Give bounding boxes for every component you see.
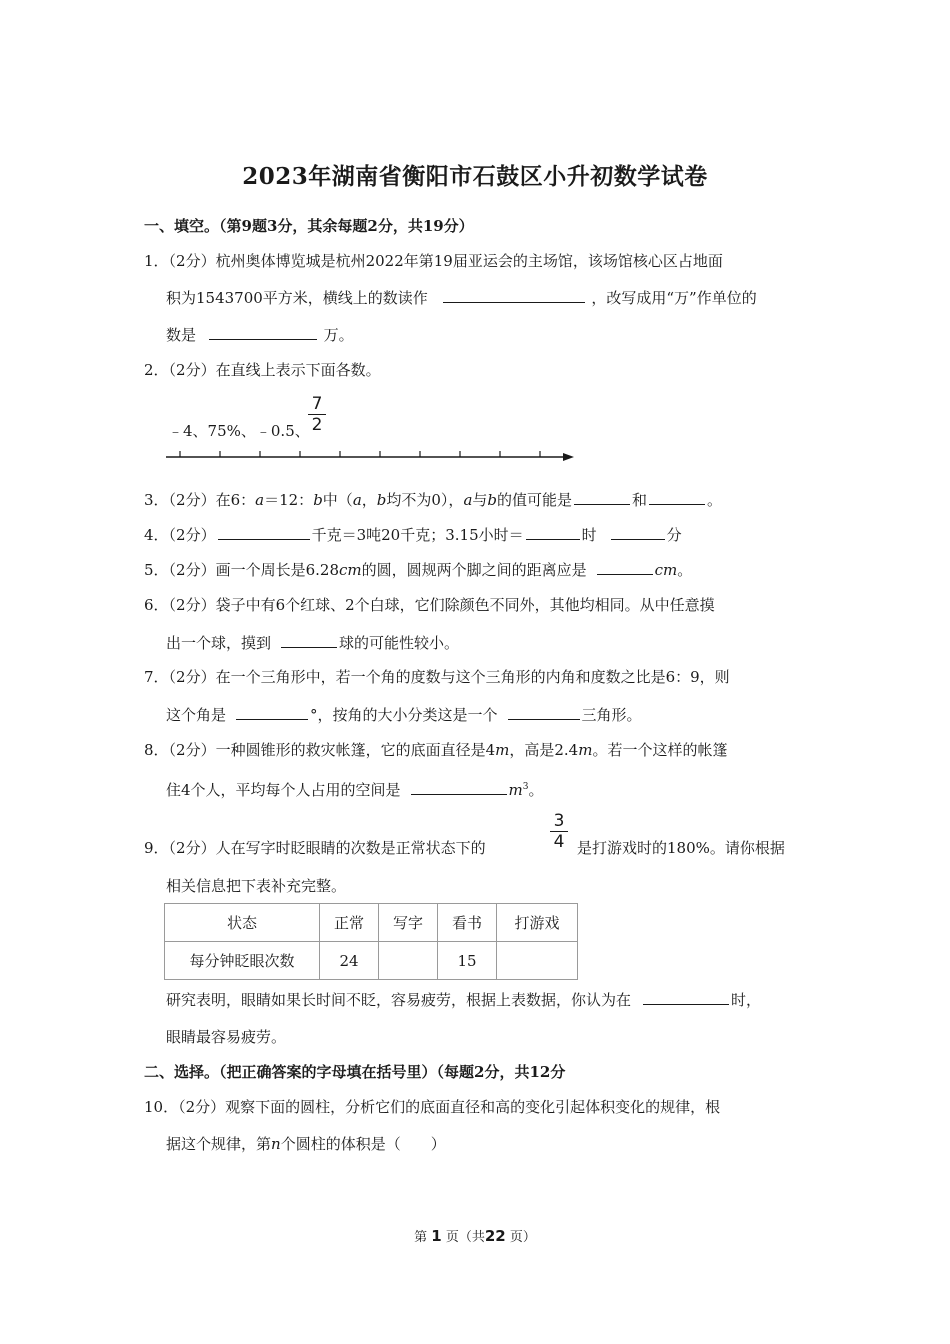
q8-text2b: 。 — [528, 781, 544, 799]
q2-fraction — [308, 395, 326, 434]
page-title: 2023年湖南省衡阳市石鼓区小升初数学试卷 — [242, 163, 708, 190]
table-row — [165, 942, 578, 980]
q5-text1: 5．（2分）画一个周长是6.28 — [144, 561, 339, 579]
q3-text1: 3．（2分）在6： — [144, 491, 256, 509]
q3-var-b: b — [313, 491, 323, 509]
q8-line1 — [144, 740, 727, 760]
q3-answer-blank-1[interactable] — [574, 490, 630, 505]
q1-line2 — [166, 288, 757, 308]
q8-answer-blank[interactable] — [411, 780, 507, 795]
page-footer — [0, 1226, 950, 1245]
q10-line1: 10．（2分）观察下面的圆柱，分析它们的底面直径和高的变化引起体积变化的规律，根 — [144, 1098, 721, 1116]
q9-line1-a: 9．（2分）人在写字时眨眼睛的次数是正常状态下的 — [144, 839, 486, 857]
q8-unit-m2: m — [578, 741, 593, 759]
q9-fraction-denominator: 4 — [553, 832, 565, 852]
q8-unit-m3: m — [508, 781, 523, 799]
number-line[interactable] — [160, 446, 580, 466]
q3-text9: 。 — [707, 491, 723, 509]
q6-answer-blank[interactable] — [281, 633, 337, 648]
q7-text2b: °，按角的大小分类这是一个 — [310, 706, 498, 724]
q9-line4: 眼睛最容易疲劳。 — [166, 1028, 287, 1046]
q4-answer-blank-2[interactable] — [526, 525, 580, 540]
q9-table — [164, 903, 578, 980]
q10-line2 — [166, 1134, 446, 1154]
q4-text3: 时 — [581, 526, 597, 544]
q3-var-a3: a — [463, 491, 473, 509]
table-cell-gaming-blank[interactable] — [497, 942, 578, 980]
q1-text3a: 数是 — [166, 326, 197, 344]
number-line-ticks — [180, 451, 540, 457]
q3-text8: 和 — [632, 491, 648, 509]
table-header-row — [165, 904, 578, 942]
q8-exponent: 3 — [522, 782, 529, 792]
table-cell-writing-blank[interactable] — [379, 942, 438, 980]
table-header-cell: 状态 — [165, 904, 320, 942]
q1-line3 — [166, 325, 354, 345]
q6-text2b: 球的可能性较小。 — [339, 634, 460, 652]
q8-unit-m: m — [495, 741, 510, 759]
q7-answer-blank-2[interactable] — [508, 705, 580, 720]
table-header-cell: 打游戏 — [497, 904, 578, 942]
q10-var-n: n — [271, 1135, 281, 1153]
q1-text2a: 积为1543700平方米，横线上的数读作 — [166, 289, 428, 307]
q8-text2: ，高是2.4 — [509, 741, 579, 759]
footer-page-number: 1 — [431, 1227, 442, 1245]
q7-line1: 7．（2分）在一个三角形中，若一个角的度数与这个三角形的内角和度数之比是6：9，则 — [144, 668, 730, 686]
q4-answer-blank-1[interactable] — [218, 525, 310, 540]
q7-text2a: 这个角是 — [166, 706, 227, 724]
q3-text7: 的值可能是 — [497, 491, 573, 509]
q1-line1: 1．（2分）杭州奥体博览城是杭州2022年第19届亚运会的主场馆，该场馆核心区占地面 — [144, 252, 723, 270]
q9-line3 — [166, 990, 761, 1010]
table-header-cell: 正常 — [320, 904, 379, 942]
table-cell: 每分钟眨眼次数 — [165, 942, 320, 980]
q6-line1: 6．（2分）袋子中有6个红球、2个白球，它们除颜色不同外，其他均相同。从中任意摸 — [144, 596, 715, 614]
q5-answer-blank[interactable] — [597, 560, 653, 575]
q1-text2b: ，改写成用“万”作单位的 — [591, 289, 757, 307]
q3-var-b3: b — [487, 491, 498, 509]
section1-heading: 一、填空。（第9题3分，其余每题2分，共19分） — [144, 217, 474, 235]
q7-line2 — [166, 705, 642, 725]
q5-text2: 的圆，圆规两个脚之间的距离应是 — [361, 561, 587, 579]
q3-var-a2: a — [352, 491, 362, 509]
q3-text3: 中（ — [322, 491, 353, 509]
q3-text6: 与 — [472, 491, 488, 509]
q1-answer-blank-2[interactable] — [209, 325, 317, 340]
q9-text3a: 研究表明，眼睛如果长时间不眨，容易疲劳，根据上表数据，你认为在 — [166, 991, 632, 1009]
q4-answer-blank-3[interactable] — [611, 525, 665, 540]
table-header-cell: 写字 — [379, 904, 438, 942]
q3-answer-blank-2[interactable] — [649, 490, 705, 505]
q4-line — [144, 525, 682, 545]
q1-text3b: 万。 — [323, 326, 354, 344]
q8-text1: 8．（2分）一种圆锥形的救灾帐篷，它的底面直径是4 — [144, 741, 496, 759]
q9-fraction-numerator: 3 — [553, 811, 565, 831]
q3-var-a: a — [255, 491, 265, 509]
q7-text2c: 三角形。 — [581, 706, 642, 724]
q8-text2a: 住4个人，平均每个人占用的空间是 — [166, 781, 401, 799]
q9-fraction — [550, 812, 568, 851]
section2-heading: 二、选择。（把正确答案的字母填在括号里）（每题2分，共12分 — [144, 1063, 566, 1081]
q9-answer-blank[interactable] — [643, 990, 729, 1005]
q8-line2 — [166, 777, 544, 800]
q4-text1: 4．（2分） — [144, 526, 216, 544]
q6-text2a: 出一个球，摸到 — [166, 634, 272, 652]
q5-unit-cm: cm — [339, 561, 362, 579]
q3-line — [144, 490, 722, 510]
q4-text2: 千克＝3吨20千克；3.15小时＝ — [311, 526, 524, 544]
q2-fraction-numerator: 7 — [311, 394, 323, 414]
q2-fraction-denominator: 2 — [311, 415, 323, 435]
q9-text3b: 时， — [731, 991, 762, 1009]
q1-answer-blank-1[interactable] — [443, 288, 585, 303]
footer-text2: 页（共 — [445, 1230, 485, 1245]
q2-line1: 2．（2分）在直线上表示下面各数。 — [144, 361, 381, 379]
footer-text3: 页） — [509, 1230, 536, 1245]
q5-text3: 。 — [677, 561, 693, 579]
q10-text2b: 个圆柱的体积是（ ） — [280, 1135, 446, 1153]
q5-unit-cm2: cm — [654, 561, 678, 579]
table-header-cell: 看书 — [438, 904, 497, 942]
q6-line2 — [166, 633, 459, 653]
q3-text2: ＝12： — [264, 491, 314, 509]
q9-line2: 相关信息把下表补充完整。 — [166, 877, 347, 895]
q8-text3: 。若一个这样的帐篷 — [592, 741, 728, 759]
q9-line1-b: 是打游戏时的180%。请你根据 — [577, 839, 785, 857]
q3-var-b2: b — [376, 491, 387, 509]
table-cell: 15 — [438, 942, 497, 980]
footer-text1: 第 — [414, 1230, 428, 1245]
table-cell: 24 — [320, 942, 379, 980]
number-line-arrow — [563, 453, 574, 461]
q2-numbers: ﹣4、75%、﹣0.5、 — [168, 422, 310, 440]
q4-text4: 分 — [666, 526, 682, 544]
q3-text5: 均不为0）， — [386, 491, 464, 509]
footer-total-pages: 22 — [484, 1227, 506, 1245]
q10-text2a: 据这个规律，第 — [166, 1135, 272, 1153]
q7-answer-blank-1[interactable] — [236, 705, 308, 720]
q3-text4: ， — [361, 491, 377, 509]
q5-line — [144, 560, 692, 580]
